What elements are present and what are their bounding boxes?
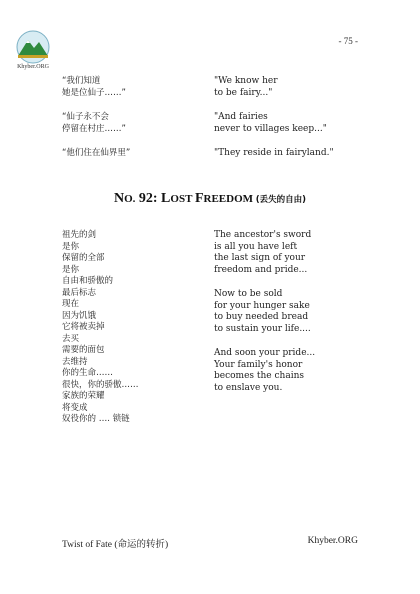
verse-line: "We know her	[214, 76, 278, 86]
zh-stanza	[62, 148, 202, 160]
zh-stanza	[62, 76, 202, 99]
poem-line: to sustain your life....	[214, 323, 311, 334]
poem-line: 因为饥饿	[62, 310, 97, 321]
poem-line: for your hunger sake	[214, 300, 310, 311]
title-part: O.	[124, 193, 136, 205]
title-part: N	[113, 191, 125, 206]
poem-line: 是你	[62, 241, 80, 252]
title-part: 92:	[135, 191, 162, 206]
poem-title	[0, 191, 420, 207]
title-part: L	[161, 191, 171, 206]
title-chinese: (丢失的自由)	[255, 195, 307, 205]
poem-line: 现在	[62, 299, 80, 309]
verse-line: “他们住在仙界里”	[62, 148, 131, 158]
footer-book-title: Twist of Fate (命运的转折)	[62, 540, 169, 550]
poem-line: 家族的荣耀	[62, 391, 105, 401]
khyber-logo	[12, 30, 54, 78]
poem-line: 你的生命……	[62, 368, 114, 378]
poem-line: to buy needed bread	[214, 312, 309, 322]
poem-line: 祖先的剑	[62, 230, 97, 240]
zh-stanza	[62, 112, 202, 135]
verse-line: 她是位仙子……”	[62, 87, 126, 98]
en-stanza	[214, 230, 364, 276]
poem-line: 需要的面包	[62, 345, 105, 355]
poem-line: is all you have left	[214, 241, 298, 252]
poem-chinese	[62, 230, 202, 426]
title-part: OST	[170, 193, 195, 205]
verse-line: to be fairy..."	[214, 87, 273, 98]
en-stanza	[214, 148, 364, 160]
footer-site: Khyber.ORG	[307, 536, 358, 546]
poem-line: 奴役你的 …. 锁链	[62, 414, 130, 424]
poem-line: 自由和骄傲的	[62, 276, 114, 286]
poem-english	[214, 230, 364, 407]
top-chinese-verse	[62, 76, 202, 173]
en-stanza	[214, 112, 364, 135]
poem-line: 它将被卖掉	[62, 322, 105, 332]
verse-line: "And fairies	[214, 112, 268, 122]
page-number: - 75 -	[338, 36, 358, 46]
en-stanza	[214, 289, 364, 335]
poem-line: 最后标志	[62, 287, 97, 298]
top-english-verse	[214, 76, 364, 173]
verse-line: 停留在村庄……”	[62, 123, 126, 134]
poem-line: to enslave you.	[214, 382, 283, 393]
poem-line: the last sign of your	[214, 253, 306, 263]
logo-text: Khyber.ORG	[17, 64, 49, 70]
poem-line: 保留的全部	[62, 253, 105, 263]
title-part: F	[194, 191, 204, 206]
en-stanza	[214, 348, 364, 394]
en-stanza	[214, 76, 364, 99]
poem-line: 去维持	[62, 356, 88, 367]
poem-line: And soon your pride...	[214, 348, 316, 358]
verse-line: “我们知道	[62, 76, 101, 86]
poem-line: 很快，你的骄傲……	[62, 379, 139, 390]
poem-line: freedom and pride...	[214, 264, 308, 275]
title-part: REEDOM	[203, 193, 256, 205]
verse-line: never to villages keep..."	[214, 123, 327, 134]
poem-line: Now to be sold	[214, 289, 283, 299]
poem-line: The ancestor's sword	[214, 230, 312, 240]
poem-line: becomes the chains	[214, 371, 304, 381]
poem-line: 去买	[62, 333, 80, 344]
verse-line: "They reside in fairyland."	[214, 148, 334, 158]
poem-line: 将变成	[62, 402, 88, 413]
poem-line: Your family's honor	[214, 359, 303, 370]
verse-line: “仙子永不会	[62, 112, 109, 122]
mountain-logo-icon	[12, 30, 54, 64]
poem-line: 是你	[62, 264, 80, 275]
